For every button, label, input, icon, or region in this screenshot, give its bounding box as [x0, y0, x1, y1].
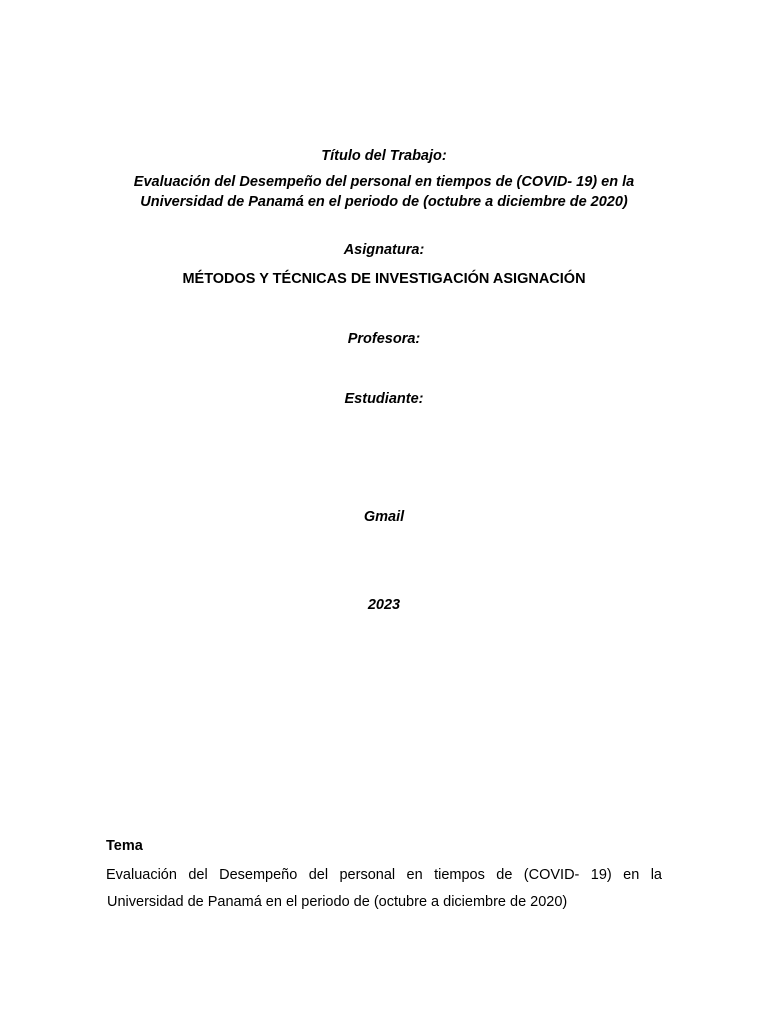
title-label: Título del Trabajo:: [321, 148, 447, 164]
subject-value: MÉTODOS Y TÉCNICAS DE INVESTIGACIÓN ASIGNACIÓN: [182, 271, 586, 287]
work-title-line-2: Universidad de Panamá en el periodo de (octubre a diciembre de 2020): [140, 194, 628, 210]
student-label: Estudiante:: [344, 391, 424, 407]
email-label: Gmail: [363, 509, 405, 525]
topic-heading: Tema: [106, 838, 143, 854]
year-label: 2023: [367, 597, 401, 613]
work-title: [0, 172, 768, 212]
subject-label: Asignatura:: [343, 242, 425, 258]
topic-body: [106, 862, 662, 916]
professor-label: Profesora:: [347, 331, 421, 347]
topic-body-line-1: Evaluación del Desempeño del personal en tiempos de (COVID- 19) en la: [106, 867, 662, 883]
topic-section: [106, 836, 662, 916]
work-title-line-1: Evaluación del Desempeño del personal en tiempos de (COVID- 19) en la: [133, 174, 635, 190]
topic-body-line-2: Universidad de Panamá en el periodo de (octubre a diciembre de 2020): [107, 894, 568, 910]
